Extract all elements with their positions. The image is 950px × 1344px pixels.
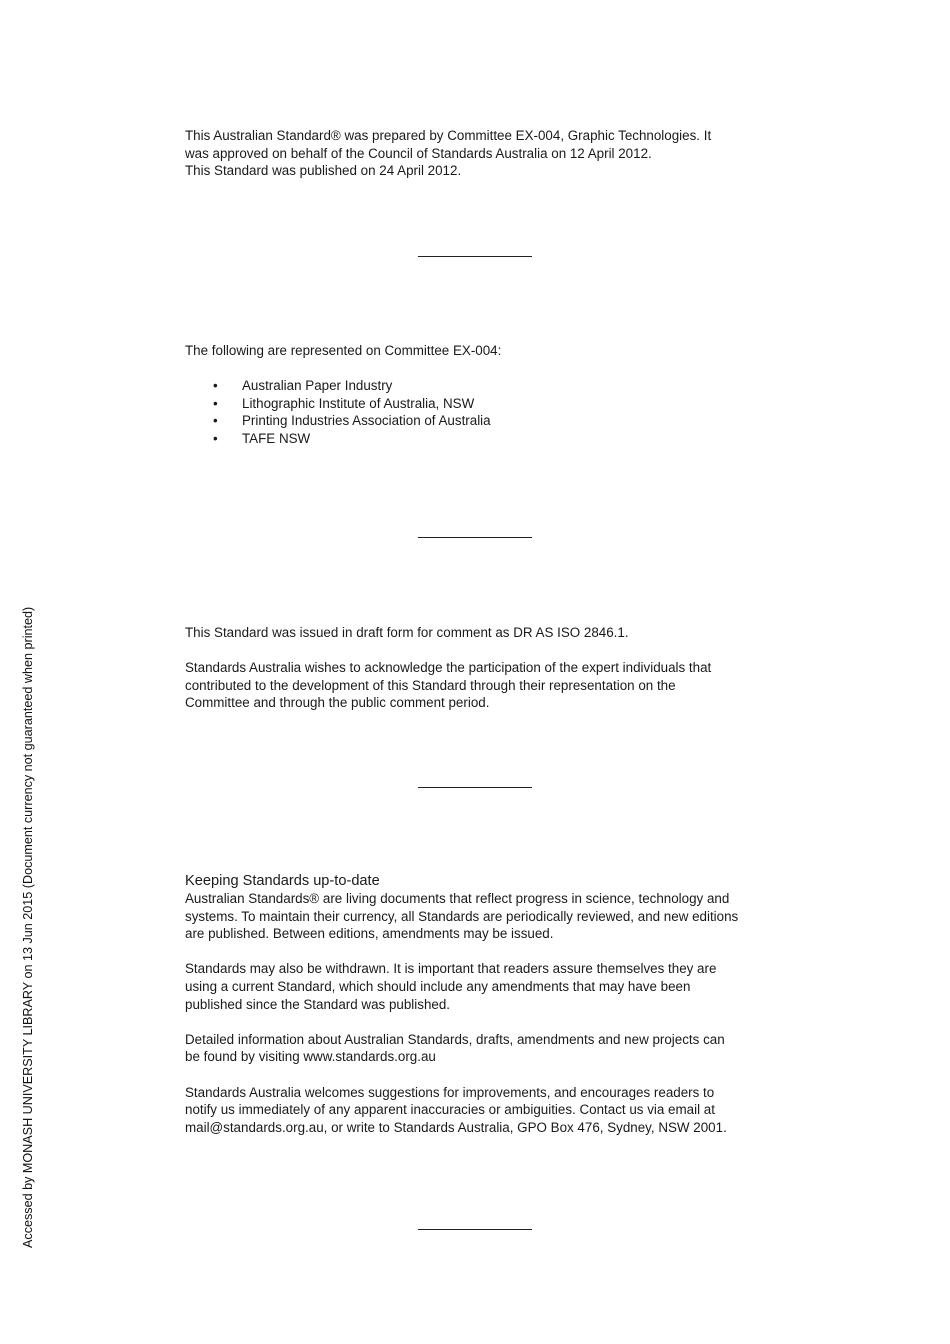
info-line-1: Detailed information about Australian Standards, drafts, amendments and new projects can <box>185 1031 725 1047</box>
section-divider <box>418 256 532 257</box>
info-line-2: be found by visiting www.standards.org.au <box>185 1049 436 1065</box>
publication-date-line: This Standard was published on 24 April 2012. <box>185 163 462 179</box>
living-documents-line-1: Australian Standards® are living documents that reflect progress in science, technology and <box>185 891 730 906</box>
section-heading: Keeping Standards up-to-date <box>185 873 380 889</box>
bullet-icon: • <box>213 413 218 429</box>
committee-representation <box>185 342 775 448</box>
withdrawn-line-3: published since the Standard was published. <box>185 996 451 1012</box>
preparation-line-1: This Australian Standard® was prepared by Committee EX-004, Graphic Technologies. It <box>185 128 712 143</box>
draft-issued-text: This Standard was issued in draft form for comment as DR AS ISO 2846.1. <box>185 625 629 640</box>
living-documents-line-2: systems. To maintain their currency, all Standards are periodically reviewed, and new editions <box>185 908 739 924</box>
acknowledgement-line-1: Standards Australia wishes to acknowledge the participation of the expert individuals that <box>185 660 712 676</box>
section-divider <box>418 537 532 538</box>
keeping-standards-section <box>185 872 775 1136</box>
preparation-line-2: was approved on behalf of the Council of Standards Australia on 12 April 2012. <box>185 145 652 161</box>
suggestions-line-1: Standards Australia welcomes suggestions for improvements, and encourages readers to <box>185 1084 715 1100</box>
committee-intro: The following are represented on Committee EX-004: <box>185 343 502 358</box>
preparation-statement <box>185 127 775 180</box>
bullet-icon: • <box>213 430 218 446</box>
withdrawn-line-2: using a current Standard, which should include any amendments that may have been <box>185 978 691 994</box>
list-item: • Australian Paper Industry <box>213 378 393 394</box>
access-stamp: Accessed by MONASH UNIVERSITY LIBRARY on 13 Jun 2015 (Document currency not guaranteed when printed) <box>21 606 35 1248</box>
section-divider <box>418 787 532 788</box>
bullet-icon: • <box>213 378 218 394</box>
acknowledgement-line-2: contributed to the development of this Standard through their representation on the <box>185 677 676 693</box>
bullet-icon: • <box>213 395 218 411</box>
withdrawn-line-1: Standards may also be withdrawn. It is important that readers assure themselves they are <box>185 961 717 977</box>
suggestions-line-2: notify us immediately of any apparent inaccuracies or ambiguities. Contact us via email at <box>185 1102 715 1118</box>
acknowledgement-line-3: Committee and through the public comment period. <box>185 695 490 711</box>
committee-member-list <box>185 377 775 447</box>
living-documents-line-3: are published. Between editions, amendments may be issued. <box>185 926 554 942</box>
list-item: • TAFE NSW <box>213 430 311 446</box>
draft-acknowledgement <box>185 624 775 712</box>
website-link[interactable]: www.standards.org.au <box>303 1049 436 1065</box>
list-item: • Printing Industries Association of Australia <box>213 413 491 429</box>
section-divider <box>418 1229 532 1230</box>
email-link[interactable]: mail@standards.org.au <box>185 1119 324 1135</box>
suggestions-line-3: mail@standards.org.au, or write to Standards Australia, GPO Box 476, Sydney, NSW 2001. <box>185 1119 727 1135</box>
list-item: • Lithographic Institute of Australia, NSW <box>213 395 475 411</box>
